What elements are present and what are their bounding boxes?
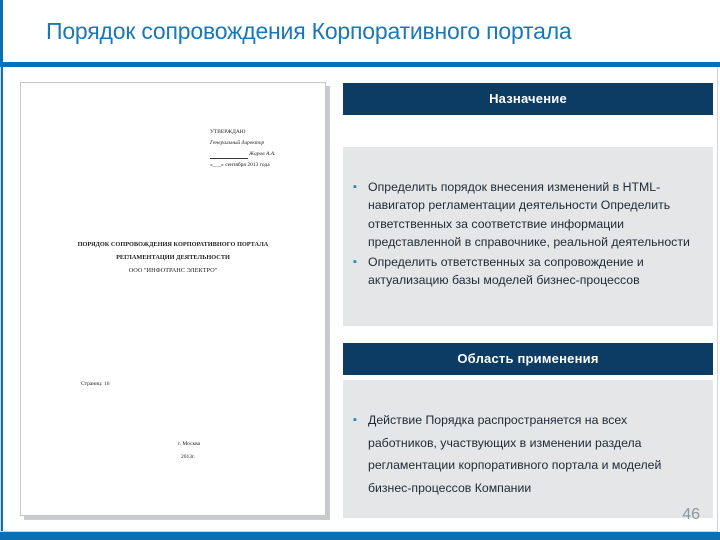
doc-pages: Страниц: 16 [81, 381, 110, 387]
doc-title-line2: РЕГЛАМЕНТАЦИИ ДЕЯТЕЛЬНОСТИ [116, 254, 230, 261]
bullet-icon: ▪ [353, 181, 357, 193]
list-item: ▪ Определить ответственных за сопровождение и актуализацию базы моделей бизнес-процессов [353, 255, 644, 288]
doc-signer: Жаров А.А. [249, 151, 276, 157]
doc-date: «___» сентября 2013 года [210, 162, 270, 168]
footer-bar [0, 532, 720, 540]
doc-director: Генеральный директор [210, 140, 265, 146]
list-item: ▪ Определить порядок внесения изменений в HTML-навигатор регламентации деятельности Определить ответственных за соответствие информации представленной в справочнике, реальной деятельности [353, 180, 690, 249]
doc-title-line1: ПОРЯДОК СОПРОВОЖДЕНИЯ КОРПОРАТИВНОГО ПОРТАЛА [77, 241, 269, 248]
purpose-panel [343, 147, 713, 326]
list-item: ▪ Действие Порядка распространяется на всех работников, участвующих в изменении раздела регламентации корпоративного портала и моделей бизнес-процессов Компании [366, 409, 691, 499]
scope-list [353, 409, 691, 499]
document-thumbnail [20, 82, 326, 516]
slide-title: Порядок сопровождения Корпоративного портала [46, 18, 572, 44]
doc-year: 2013г. [181, 454, 196, 460]
doc-signature-line [210, 152, 248, 159]
bullet-icon: ▪ [353, 414, 357, 426]
page-number: 46 [682, 506, 700, 523]
scope-header: Область применения [343, 343, 713, 375]
purpose-header: Назначение [343, 83, 713, 115]
doc-approve: УТВЕРЖДАЮ [210, 129, 246, 135]
bullet-icon: ▪ [353, 256, 357, 269]
purpose-list [353, 178, 691, 290]
doc-company: ООО "ИНФОТРАНС ЭЛЕКТРО" [128, 267, 218, 274]
scope-panel [343, 380, 713, 518]
slide-header [0, 0, 720, 63]
doc-city: г. Москва [178, 441, 201, 447]
